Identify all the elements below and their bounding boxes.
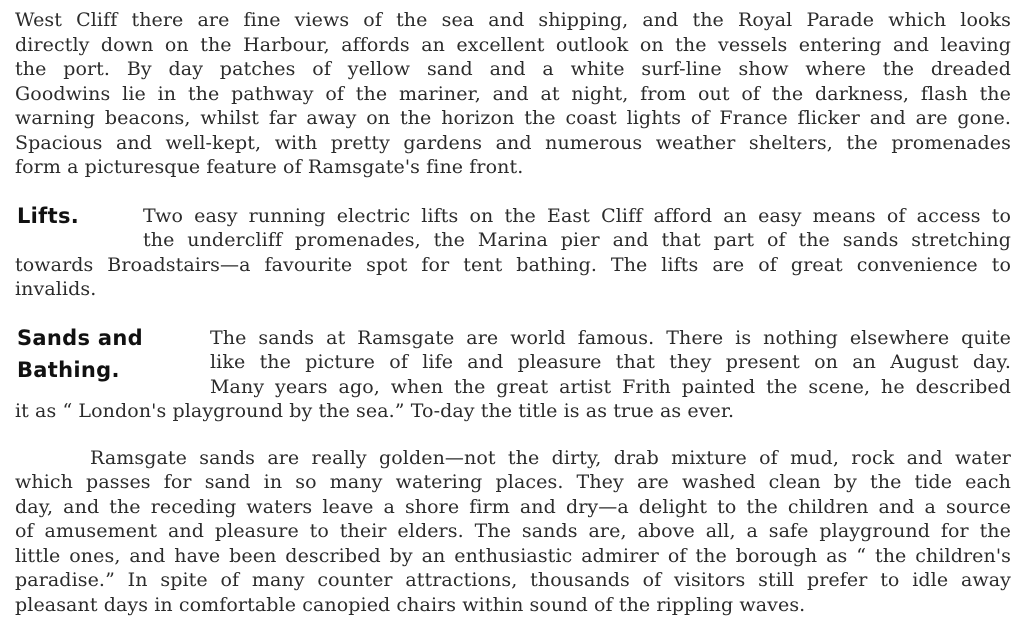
text-line: Two easy running electric lifts on the East Cliff afford an easy means of access to — [143, 204, 1011, 227]
text-line: it as “ London's playground by the sea.” To-day the title is as true as ever. — [15, 400, 735, 422]
text-line: directly down on the Harbour, affords an excellent outlook on the vessels entering and leaving — [15, 33, 1011, 56]
paragraph-views — [15, 8, 1011, 180]
text-line: Goodwins lie in the pathway of the mariner, and at night, from out of the darkness, flash the — [15, 82, 1011, 105]
section-heading-lifts: Lifts. — [17, 203, 80, 228]
section-lifts — [15, 204, 1011, 302]
text-line: paradise.” In spite of many counter attractions, thousands of visitors still prefer to idle away — [15, 569, 1011, 591]
text-line: towards Broadstairs—a favourite spot for tent bathing. The lifts are of great convenience to — [15, 253, 1011, 276]
text-line: pleasant days in comfortable canopied chairs within sound of the rippling waves. — [15, 593, 806, 616]
text-line: Spacious and well-kept, with pretty gardens and numerous weather shelters, the promenades — [15, 131, 1011, 154]
text-line: warning beacons, whilst far away on the horizon the coast lights of France flicker and are gone. — [15, 107, 1011, 129]
document-page — [15, 8, 1011, 617]
text-line: Many years ago, when the great artist Frith painted the scene, he described — [210, 375, 1011, 398]
text-line: like the picture of life and pleasure that they present on an August day. — [210, 351, 1011, 373]
text-line: form a picturesque feature of Ramsgate's fine front. — [15, 156, 524, 178]
text-line: little ones, and have been described by an enthusiastic admirer of the borough as “ the children's — [15, 544, 1011, 567]
section-heading-bathing: Bathing. — [17, 357, 120, 382]
text-line: The sands at Ramsgate are world famous. There is nothing elsewhere quite — [210, 326, 1011, 349]
section-heading-sands: Sands and — [17, 325, 143, 350]
text-line: the port. By day patches of yellow sand and a white surf-line show where the dreaded — [15, 58, 1011, 80]
paragraph-golden-sands — [15, 446, 1011, 618]
text-line: of amusement and pleasure to their elders. The sands are, above all, a safe playground for the — [15, 520, 1011, 542]
text-line: Ramsgate sands are really golden—not the dirty, drab mixture of mud, rock and water — [90, 446, 1011, 469]
text-line: which passes for sand in so many watering places. They are washed clean by the tide each — [15, 471, 1011, 493]
text-line: invalids. — [15, 278, 97, 300]
section-sands-bathing — [15, 326, 1011, 424]
text-line: day, and the receding waters leave a shore firm and dry—a delight to the children and a source — [15, 495, 1011, 518]
text-line: West Cliff there are fine views of the sea and shipping, and the Royal Parade which looks — [15, 9, 1011, 31]
text-line: the undercliff promenades, the Marina pier and that part of the sands stretching — [143, 229, 1011, 251]
